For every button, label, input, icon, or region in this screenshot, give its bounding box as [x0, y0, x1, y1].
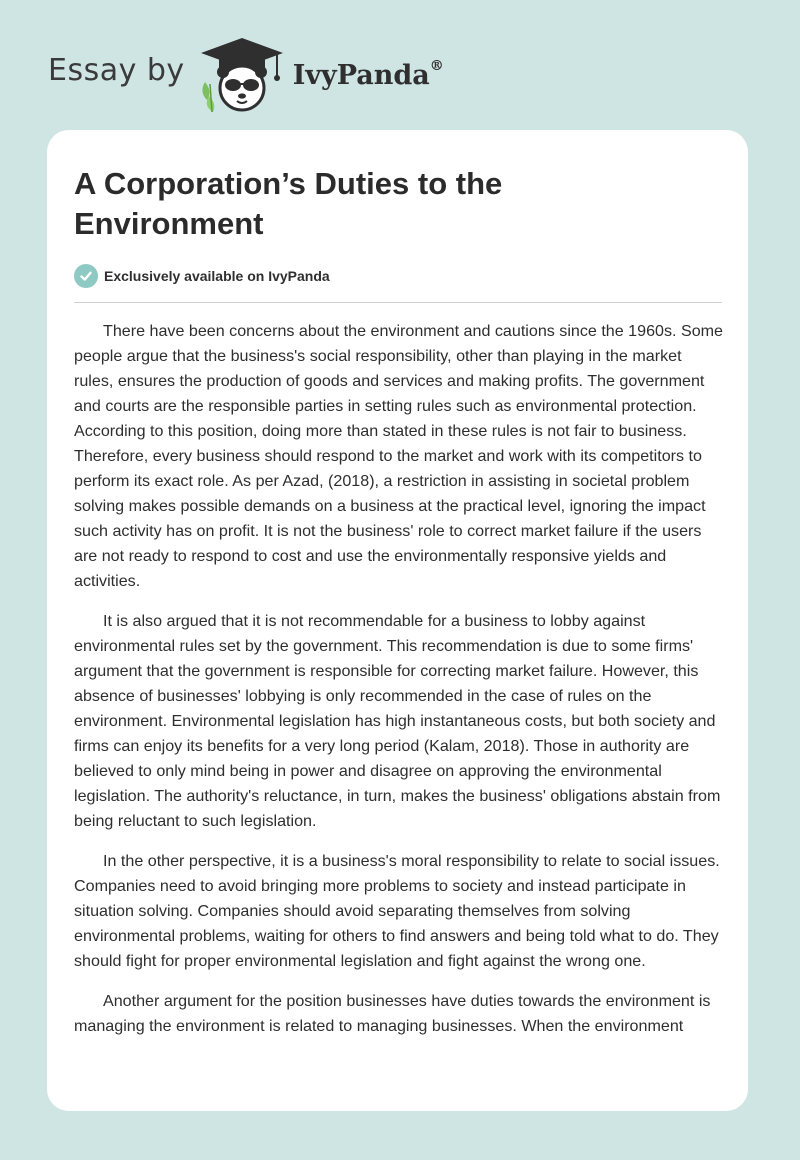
paragraph: There have been concerns about the environment and cautions since the 1960s. Some people argue that the business's social responsibility, other than playing in the market rules, ensures the production of goods and services and making profits. The government and courts are the responsible parties in setting rules such as environmental protection. According to this position, doing more than stated in these rules is not fair to business. Therefore, every business should respond to the market and work with its competitors to perform its exact role. As per Azad, (2018), a restriction in assisting in societal problem solving makes possible demands on a business at the practical level, ignoring the impact such activity has on profit. It is not the business' role to correct market failure if the users are not ready to respond to cost and use the environmentally responsive yields and activities. — [74, 322, 724, 590]
checkmark-icon — [74, 264, 98, 288]
site-header — [48, 34, 444, 114]
registered-mark: ® — [429, 57, 444, 74]
divider — [74, 302, 722, 303]
essay-body — [74, 319, 724, 1054]
exclusive-badge-label: Exclusively available on IvyPanda — [104, 268, 330, 284]
exclusive-badge — [74, 264, 330, 288]
paragraph: Another argument for the position businesses have duties towards the environment is managing the environment is related to managing businesses. When the environment — [74, 992, 711, 1035]
essay-card — [47, 130, 748, 1111]
ivypanda-panda-logo-icon[interactable] — [197, 34, 287, 114]
paragraph: It is also argued that it is not recommendable for a business to lobby against environmental rules set by the government. This recommendation is due to some firms' argument that the government is responsible for correcting market failure. However, this absence of businesses' lobbying is only recommended in the case of rules on the environment. Environmental legislation has high instantaneous costs, but both society and firms can enjoy its benefits for a very long period (Kalam, 2018). Those in authority are believed to only mind being in power and disagree on approving the environmental legislation. The authority's reluctance, in turn, makes the business' obligations abstain from being reluctant to such legislation. — [74, 612, 721, 830]
essay-by-label: Essay by — [48, 52, 185, 88]
paragraph: In the other perspective, it is a business's moral responsibility to relate to social issues. Companies need to avoid bringing more problems to society and instead participate in situation solving. Companies should avoid separating themselves from solving environmental problems, waiting for others to find answers and being told what to do. They should fight for proper environmental legislation and fight against the wrong one. — [74, 852, 720, 970]
page-title: A Corporation’s Duties to the Environment — [74, 166, 503, 241]
brand-text: IvyPanda — [292, 59, 430, 91]
brand-name[interactable] — [292, 57, 444, 91]
